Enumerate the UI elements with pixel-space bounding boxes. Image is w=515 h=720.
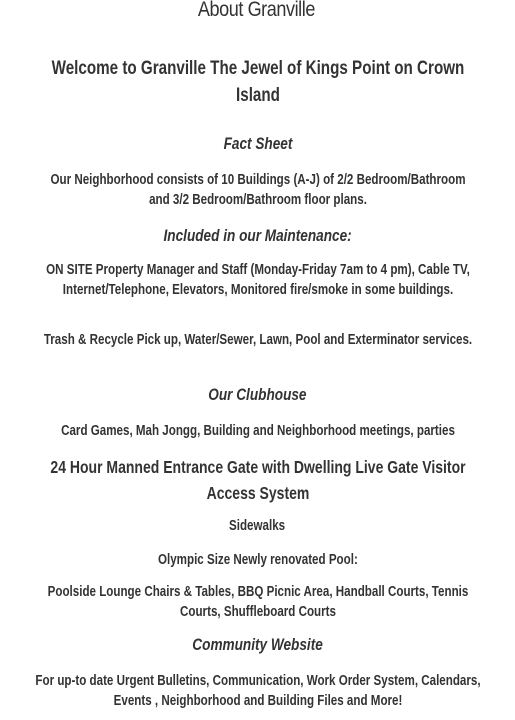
poolside-text xyxy=(0,582,515,622)
clubhouse-text-content: Card Games, Mah Jongg, Building and Neighborhood meetings, parties xyxy=(61,423,455,439)
maintenance-line-1 xyxy=(0,260,515,300)
maintenance-line-1-text: ON SITE Property Manager and Staff (Monday-Friday 7am to 4 pm), Cable TV, Internet/Telephone, Elevators, Monitored fire/smoke in some buildings. xyxy=(46,262,470,298)
fact-sheet-heading-text: Fact Sheet xyxy=(223,134,292,153)
clubhouse-text xyxy=(0,421,515,441)
website-heading-text: Community Website xyxy=(192,635,323,654)
fact-sheet-text-content: Our Neighborhood consists of 10 Buildings (A-J) of 2/2 Bedroom/Bathroom and 3/2 Bedroom/Bathroom floor plans. xyxy=(50,172,466,208)
clubhouse-heading xyxy=(0,384,515,406)
pool-text xyxy=(0,550,515,570)
maintenance-line-2-text: Trash & Recycle Pick up, Water/Sewer, Lawn, Pool and Exterminator services. xyxy=(43,332,473,348)
fact-sheet-text xyxy=(0,170,515,210)
welcome-heading xyxy=(0,55,515,109)
fact-sheet-heading xyxy=(0,133,515,155)
poolside-text-content: Poolside Lounge Chairs & Tables, BBQ Picnic Area, Handball Courts, Tennis Courts, Shuffleboard Courts xyxy=(47,584,469,620)
sidewalks-text-content: Sidewalks xyxy=(229,518,286,534)
gate-heading xyxy=(0,454,515,506)
page-title: About Granville xyxy=(197,0,315,21)
gate-text: 24 Hour Manned Entrance Gate with Dwelling Live Gate Visitor Access System xyxy=(50,457,466,503)
maintenance-line-2 xyxy=(0,330,515,350)
clubhouse-heading-text: Our Clubhouse xyxy=(208,385,307,404)
website-text-content: For up-to date Urgent Bulletins, Communication, Work Order System, Calendars, Events , Neighborhood and Building Files and More! xyxy=(35,673,481,709)
maintenance-heading xyxy=(0,225,515,247)
pool-text-content: Olympic Size Newly renovated Pool: xyxy=(157,552,358,568)
sidewalks-text xyxy=(0,516,515,536)
maintenance-heading-text: Included in our Maintenance: xyxy=(163,226,352,245)
welcome-text: Welcome to Granville The Jewel of Kings Point on Crown Island xyxy=(51,58,465,106)
website-heading xyxy=(0,634,515,656)
website-text xyxy=(0,671,515,711)
